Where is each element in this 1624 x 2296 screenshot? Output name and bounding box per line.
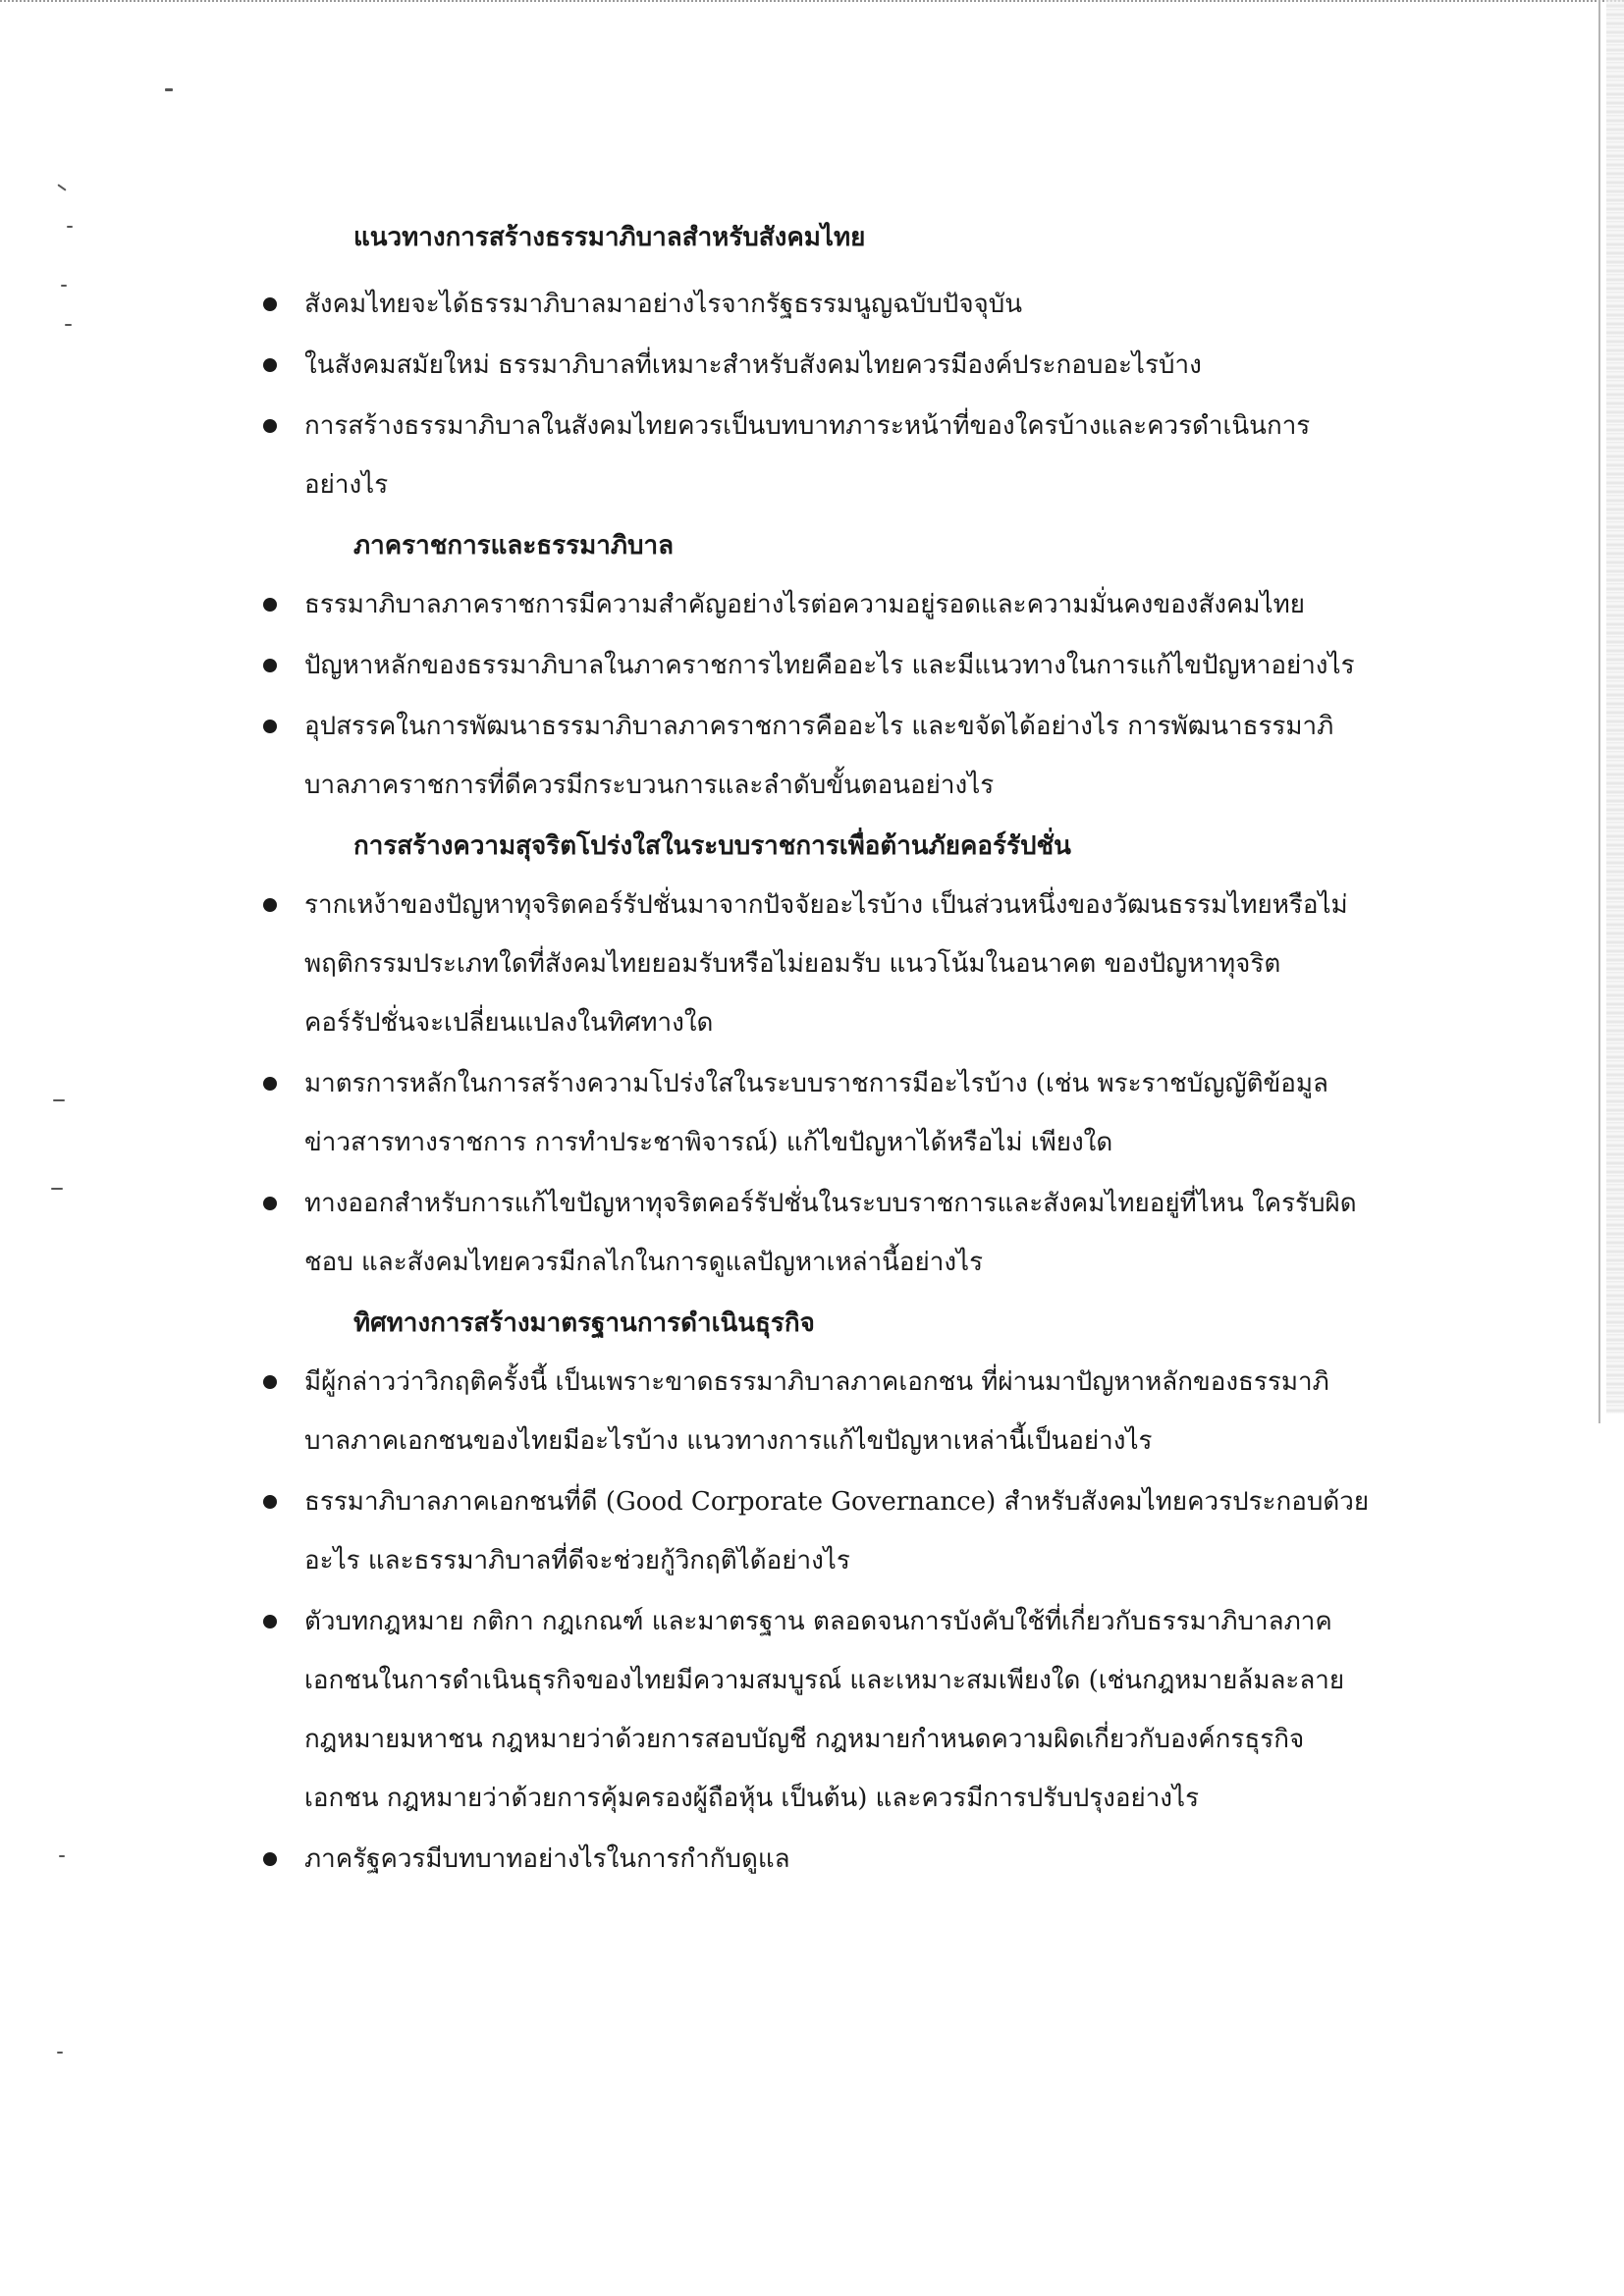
list-item bbox=[255, 636, 1375, 695]
section-heading: แนวทางการสร้างธรรมาภิบาลสำหรับสังคมไทย bbox=[353, 223, 866, 252]
bullet-icon bbox=[263, 720, 277, 733]
scan-speck bbox=[57, 184, 66, 190]
scan-speck bbox=[57, 2052, 63, 2054]
list-item bbox=[255, 1174, 1375, 1292]
section-heading: ภาคราชการและธรรมาภิบาล bbox=[353, 531, 675, 561]
scan-top-edge bbox=[0, 0, 1624, 8]
scan-right-line bbox=[1598, 0, 1600, 1423]
scan-speck bbox=[53, 1099, 65, 1101]
list-item bbox=[255, 1054, 1375, 1172]
bullet-list bbox=[255, 1353, 1375, 1889]
section-heading: ทิศทางการสร้างมาตรฐานการดำเนินธุรกิจ bbox=[353, 1308, 815, 1338]
list-item-text: อุปสรรคในการพัฒนาธรรมาภิบาลภาคราชการคืออะไร และขจัดได้อย่างไร การพัฒนาธรรมาภิบาลภาคราชการที่ดีควรมีกระบวนการและลำดับขั้นตอนอย่างไร bbox=[304, 712, 1334, 800]
section-business-standards bbox=[255, 1294, 1375, 1889]
bullet-icon bbox=[263, 1495, 277, 1509]
list-item bbox=[255, 1830, 1375, 1889]
bullet-icon bbox=[263, 1852, 277, 1866]
list-item bbox=[255, 1472, 1375, 1590]
section-governance-thai-society bbox=[255, 208, 1375, 514]
bullet-icon bbox=[263, 297, 277, 311]
bullet-icon bbox=[263, 419, 277, 433]
scan-speck bbox=[61, 285, 67, 287]
bullet-icon bbox=[263, 1615, 277, 1629]
bullet-list bbox=[255, 275, 1375, 514]
list-item-text: สังคมไทยจะได้ธรรมาภิบาลมาอย่างไรจากรัฐธรรมนูญฉบับปัจจุบัน bbox=[304, 290, 1023, 319]
list-item bbox=[255, 876, 1375, 1052]
scan-specks bbox=[39, 88, 79, 2150]
bullet-list bbox=[255, 876, 1375, 1292]
list-item-text: มาตรการหลักในการสร้างความโปร่งใสในระบบราชการมีอะไรบ้าง (เช่น พระราชบัญญัติข้อมูลข่าวสารทางราชการ การทำประชาพิจารณ์) แก้ไขปัญหาได้หรือไม่ เพียงใด bbox=[304, 1069, 1328, 1157]
scan-speck bbox=[65, 324, 72, 326]
scan-speck bbox=[59, 1855, 65, 1857]
list-item-text: ในสังคมสมัยใหม่ ธรรมาภิบาลที่เหมาะสำหรับสังคมไทยควรมีองค์ประกอบอะไรบ้าง bbox=[304, 350, 1202, 380]
document-content bbox=[255, 206, 1375, 1891]
list-item bbox=[255, 336, 1375, 395]
list-item-text: ธรรมาภิบาลภาคราชการมีความสำคัญอย่างไรต่อความอยู่รอดและความมั่นคงของสังคมไทย bbox=[304, 590, 1305, 619]
bullet-icon bbox=[263, 1197, 277, 1210]
list-item-text: ตัวบทกฎหมาย กติกา กฎเกณฑ์ และมาตรฐาน ตลอดจนการบังคับใช้ที่เกี่ยวกับธรรมาภิบาลภาคเอกชนในการดำเนินธุรกิจของไทยมีความสมบูรณ์ และเหมาะสมเพียงใด (เช่นกฎหมายล้มละลาย กฎหมายมหาชน กฎหมายว่าด้วยการสอบบัญชี กฎหมายกำหนดความผิดเกี่ยวกับองค์กรธุรกิจเอกชน กฎหมายว่าด้วยการคุ้มครองผู้ถือหุ้น เป็นต้น) และควรมีการปรับปรุงอย่างไร bbox=[304, 1607, 1345, 1813]
bullet-list bbox=[255, 575, 1375, 815]
list-item-text: การสร้างธรรมาภิบาลในสังคมไทยควรเป็นบทบาทภาระหน้าที่ของใครบ้างและควรดำเนินการอย่างไร bbox=[304, 411, 1311, 500]
bullet-icon bbox=[263, 659, 277, 672]
bullet-icon bbox=[263, 1375, 277, 1389]
section-public-sector-governance bbox=[255, 516, 1375, 815]
scan-right-edge bbox=[1606, 0, 1624, 1414]
list-item-text: ทางออกสำหรับการแก้ไขปัญหาทุจริตคอร์รัปชั่นในระบบราชการและสังคมไทยอยู่ที่ไหน ใครรับผิดชอบ และสังคมไทยควรมีกลไกในการดูแลปัญหาเหล่านี้อย่างไร bbox=[304, 1189, 1357, 1277]
bullet-icon bbox=[263, 1077, 277, 1091]
list-item bbox=[255, 1592, 1375, 1828]
bullet-icon bbox=[263, 898, 277, 912]
list-item bbox=[255, 1353, 1375, 1470]
list-item-text: รากเหง้าของปัญหาทุจริตคอร์รัปชั่นมาจากปัจจัยอะไรบ้าง เป็นส่วนหนึ่งของวัฒนธรรมไทยหรือไม่ พฤติกรรมประเภทใดที่สังคมไทยยอมรับหรือไม่ยอมรับ แนวโน้มในอนาคต ของปัญหาทุจริตคอร์รัปชั่นจะเปลี่ยนแปลงในทิศทางใด bbox=[304, 890, 1348, 1038]
list-item bbox=[255, 275, 1375, 334]
section-anti-corruption bbox=[255, 817, 1375, 1292]
list-item-text: มีผู้กล่าวว่าวิกฤติครั้งนี้ เป็นเพราะขาดธรรมาภิบาลภาคเอกชน ที่ผ่านมาปัญหาหลักของธรรมาภิบาลภาคเอกชนของไทยมีอะไรบ้าง แนวทางการแก้ไขปัญหาเหล่านี้เป็นอย่างไร bbox=[304, 1367, 1329, 1456]
scan-speck bbox=[67, 226, 73, 228]
list-item-text: ภาครัฐควรมีบทบาทอย่างไรในการกำกับดูแล bbox=[304, 1844, 790, 1874]
list-item bbox=[255, 397, 1375, 514]
section-heading: การสร้างความสุจริตโปร่งใสในระบบราชการเพื่อต้านภัยคอร์รัปชั่น bbox=[353, 831, 1071, 861]
list-item-text: ธรรมาภิบาลภาคเอกชนที่ดี (Good Corporate Governance) สำหรับสังคมไทยควรประกอบด้วยอะไร และธรรมาภิบาลที่ดีจะช่วยกู้วิกฤติได้อย่างไร bbox=[304, 1487, 1370, 1575]
bullet-icon bbox=[263, 358, 277, 372]
list-item bbox=[255, 697, 1375, 815]
scan-speck bbox=[51, 1188, 63, 1190]
list-item bbox=[255, 575, 1375, 634]
scan-speck bbox=[165, 88, 173, 91]
list-item-text: ปัญหาหลักของธรรมาภิบาลในภาคราชการไทยคืออะไร และมีแนวทางในการแก้ไขปัญหาอย่างไร bbox=[304, 651, 1355, 680]
bullet-icon bbox=[263, 598, 277, 612]
